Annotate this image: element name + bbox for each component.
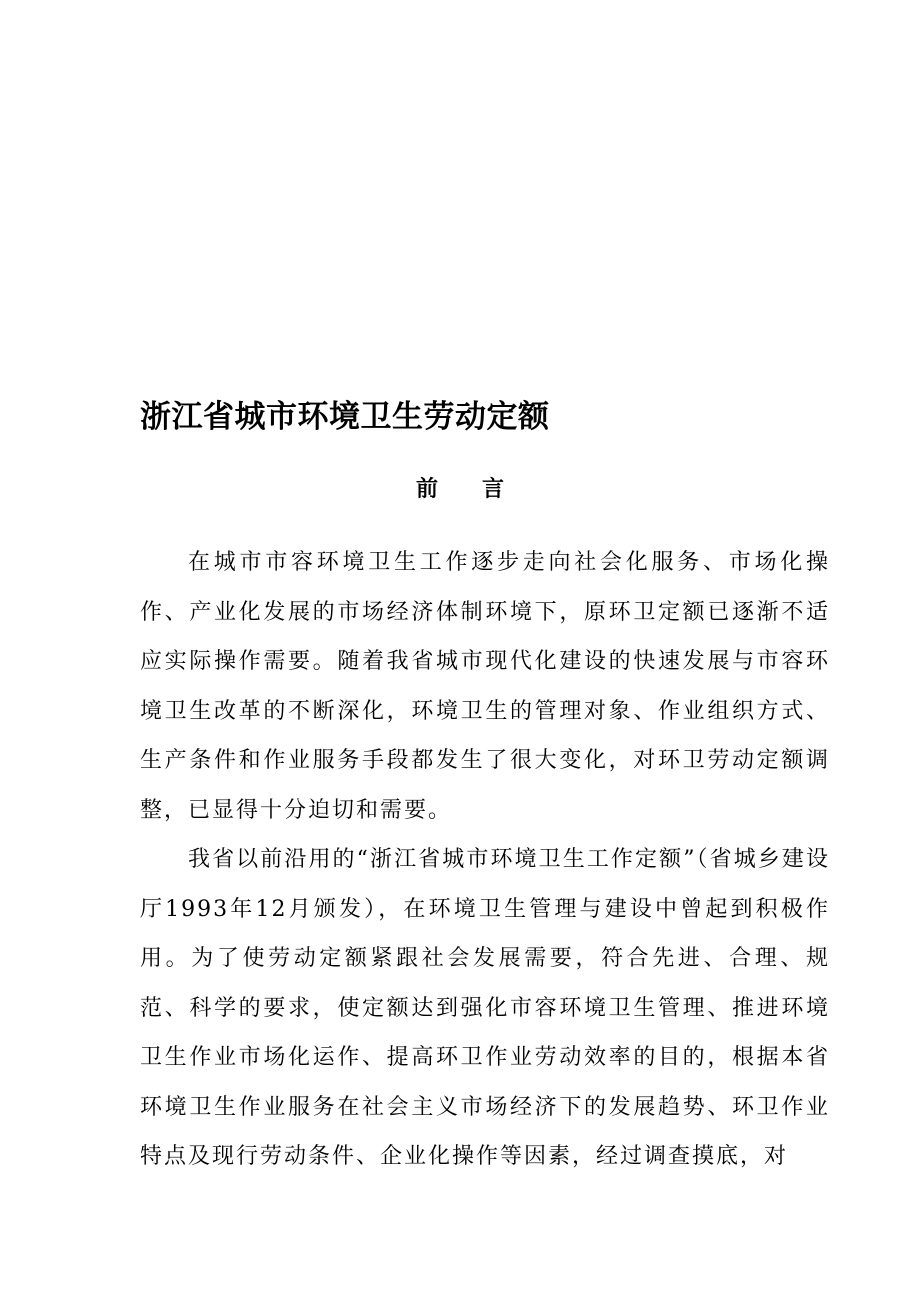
section-heading-preface: 前 言 — [415, 477, 504, 502]
paragraph: 我省以前沿用的“浙江省城市环境卫生工作定额”（省城乡建设厅1993年12月颁发），在环境卫生管理与建设中曾起到积极作用。为了使劳动定额紧跟社会发展需要，符合先进、合理、规范、科学的要求，使定额达到强化市容环境卫生管理、推进环境卫生作业市场化运作、提高环卫作业劳动效率的目的，根据本省环境卫生作业服务在社会主义市场经济下的发展趋势、环卫作业特点及现行劳动条件、企业化操作等因素，经过调查摸底，对 — [140, 847, 830, 1169]
paragraph: 在城市市容环境卫生工作逐步走向社会化服务、市场化操作、产业化发展的市场经济体制环境下，原环卫定额已逐渐不适应实际操作需要。随着我省城市现代化建设的快速发展与市容环境卫生改革的不断深化，环境卫生的管理对象、作业组织方式、生产条件和作业服务手段都发生了很大变化，对环卫劳动定额调整，已显得十分迫切和需要。 — [140, 550, 830, 823]
document-title: 浙江省城市环境卫生劳动定额 — [140, 399, 550, 435]
preface-body — [140, 538, 830, 1182]
